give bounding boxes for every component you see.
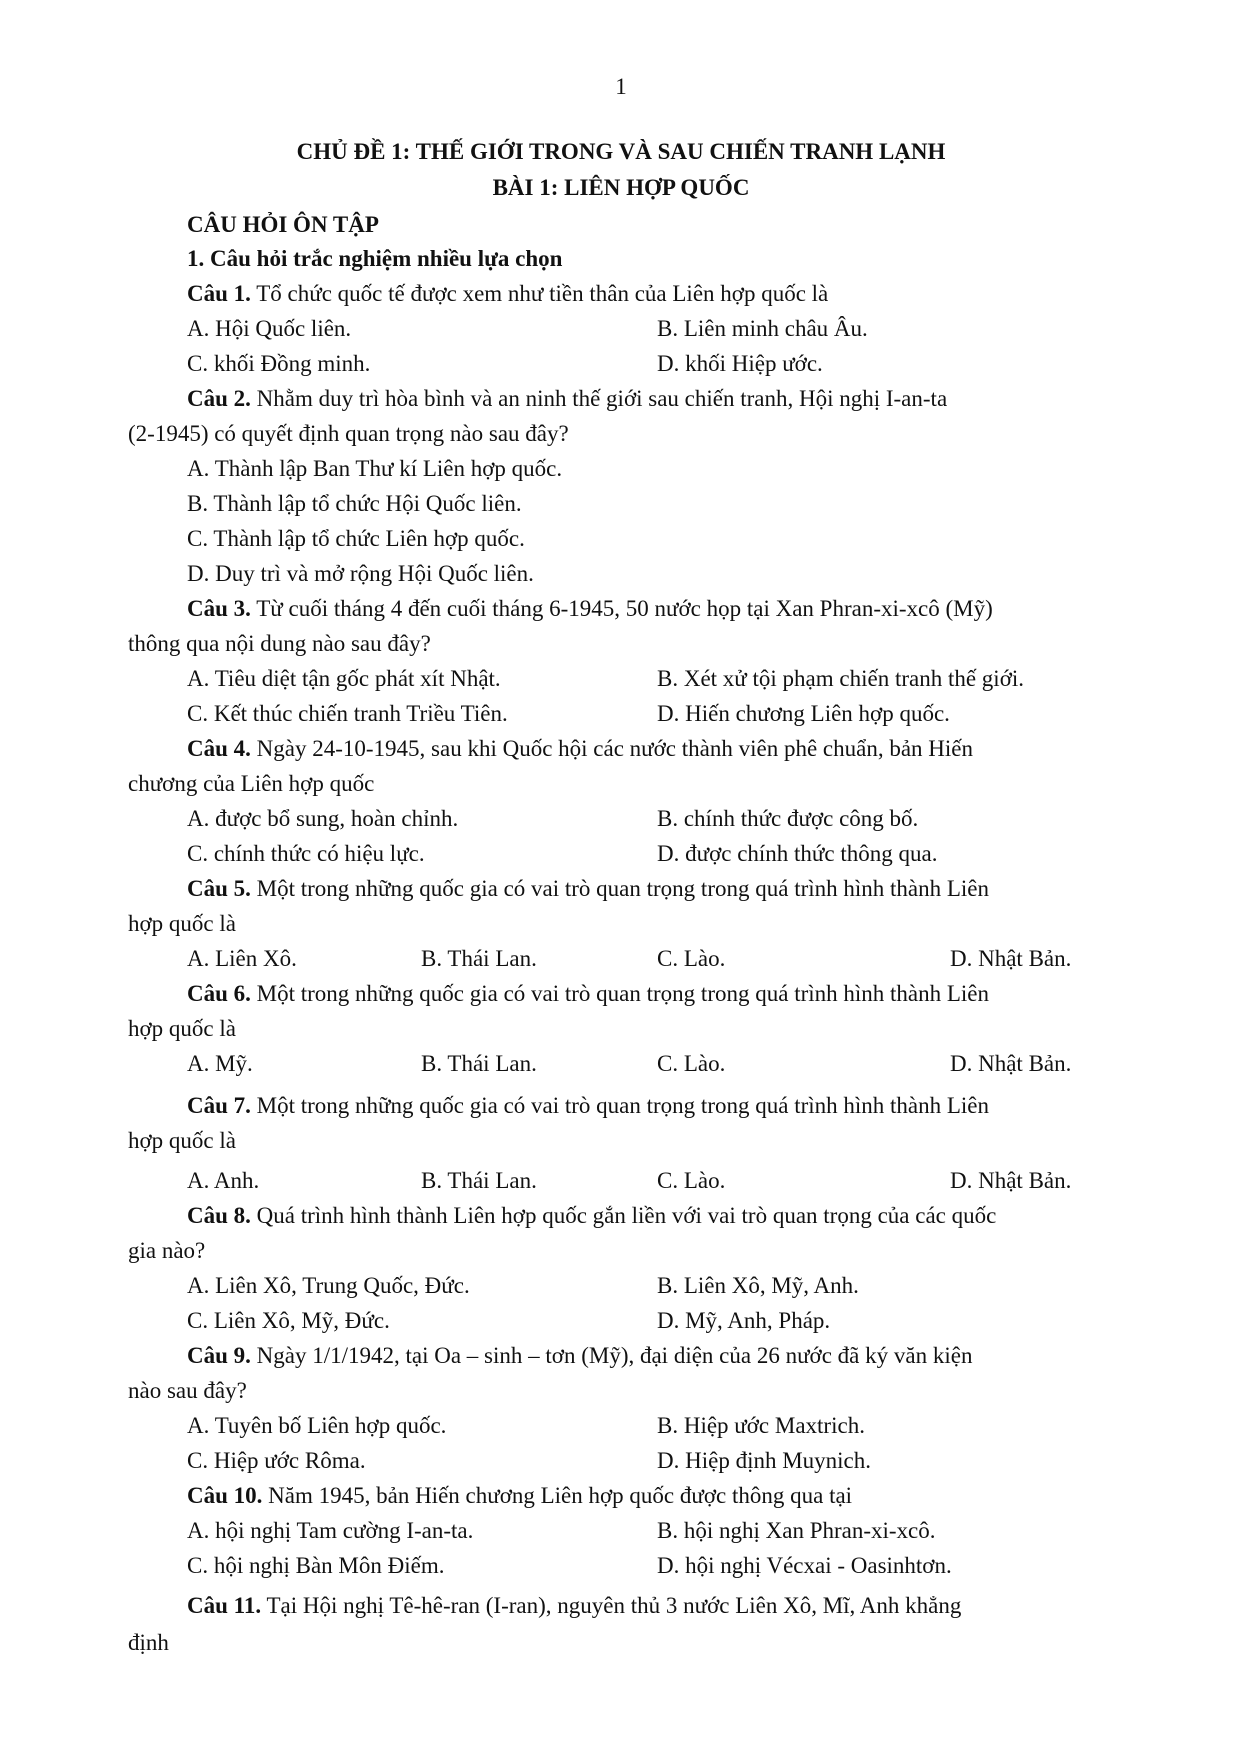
- question-number: Câu 10.: [187, 1483, 263, 1508]
- answer-option-d: D. Nhật Bản.: [950, 1051, 1072, 1076]
- answer-option-a: A. Hội Quốc liên.: [187, 316, 352, 341]
- answer-option-a: A. Liên Xô, Trung Quốc, Đức.: [187, 1273, 470, 1298]
- question-number: Câu 8.: [187, 1203, 251, 1228]
- answer-option-c: C. hội nghị Bàn Môn Điếm.: [187, 1553, 445, 1578]
- question-text-continued: định: [128, 1630, 169, 1655]
- question-text: Một trong những quốc gia có vai trò quan trọng trong quá trình hình thành Liên: [250, 1093, 990, 1118]
- answer-option-a: A. Anh.: [187, 1168, 260, 1193]
- answer-option-a: A. Mỹ.: [187, 1051, 253, 1076]
- question-text-continued: gia nào?: [128, 1238, 206, 1263]
- page-number: 1: [615, 74, 627, 99]
- question-3: [187, 596, 993, 622]
- answer-option-b: B. Thái Lan.: [421, 1051, 537, 1076]
- question-text: Nhằm duy trì hòa bình và an ninh thế giới sau chiến tranh, Hội nghị I-an-ta: [250, 386, 948, 411]
- question-number: Câu 6.: [187, 981, 251, 1006]
- question-text-continued: (2-1945) có quyết định quan trọng nào sau đây?: [128, 421, 569, 446]
- answer-option-c: C. khối Đồng minh.: [187, 351, 371, 376]
- answer-option-b: B. Liên Xô, Mỹ, Anh.: [657, 1273, 859, 1298]
- question-text: Từ cuối tháng 4 đến cuối tháng 6-1945, 50 nước họp tại Xan Phran-xi-xcô (Mỹ): [250, 596, 993, 621]
- answer-option-a: A. Thành lập Ban Thư kí Liên hợp quốc.: [187, 456, 563, 481]
- question-number: Câu 4.: [187, 736, 251, 761]
- question-number: Câu 5.: [187, 876, 251, 901]
- answer-option-b: B. Thành lập tổ chức Hội Quốc liên.: [187, 491, 522, 516]
- question-text-continued: thông qua nội dung nào sau đây?: [128, 631, 431, 656]
- question-number: Câu 1.: [187, 281, 251, 306]
- answer-option-c: C. Lào.: [657, 946, 726, 971]
- question-4: [187, 736, 973, 762]
- answer-option-c: C. Hiệp ước Rôma.: [187, 1448, 366, 1473]
- question-text-continued: chương của Liên hợp quốc: [128, 771, 375, 796]
- question-text-continued: hợp quốc là: [128, 911, 236, 936]
- question-number: Câu 9.: [187, 1343, 251, 1368]
- answer-option-b: B. chính thức được công bố.: [657, 806, 919, 831]
- question-8: [187, 1203, 996, 1229]
- answer-option-c: C. Thành lập tổ chức Liên hợp quốc.: [187, 526, 525, 551]
- question-text-continued: hợp quốc là: [128, 1016, 236, 1041]
- question-6: [187, 981, 989, 1007]
- question-text: Quá trình hình thành Liên hợp quốc gắn liền với vai trò quan trọng của các quốc: [250, 1203, 997, 1228]
- answer-option-b: B. Thái Lan.: [421, 946, 537, 971]
- question-text-continued: hợp quốc là: [128, 1128, 236, 1153]
- question-number: Câu 11.: [187, 1593, 262, 1618]
- question-text: Tổ chức quốc tế được xem như tiền thân của Liên hợp quốc là: [250, 281, 829, 306]
- question-9: [187, 1343, 972, 1369]
- subsection-title: 1. Câu hỏi trắc nghiệm nhiều lựa chọn: [187, 246, 563, 271]
- answer-option-b: B. Thái Lan.: [421, 1168, 537, 1193]
- answer-option-c: C. Kết thúc chiến tranh Triều Tiên.: [187, 701, 508, 726]
- answer-option-a: A. được bổ sung, hoàn chỉnh.: [187, 806, 459, 831]
- answer-option-c: C. Liên Xô, Mỹ, Đức.: [187, 1308, 390, 1333]
- question-5: [187, 876, 989, 902]
- answer-option-d: D. Nhật Bản.: [950, 1168, 1072, 1193]
- question-7: [187, 1093, 989, 1119]
- answer-option-d: D. Duy trì và mở rộng Hội Quốc liên.: [187, 561, 534, 586]
- question-number: Câu 3.: [187, 596, 251, 621]
- question-text: Ngày 1/1/1942, tại Oa – sinh – tơn (Mỹ), đại diện của 26 nước đã ký văn kiện: [250, 1343, 973, 1368]
- answer-option-a: A. Liên Xô.: [187, 946, 297, 971]
- answer-option-a: A. Tuyên bố Liên hợp quốc.: [187, 1413, 447, 1438]
- answer-option-d: D. Hiệp định Muynich.: [657, 1448, 872, 1473]
- answer-option-c: C. Lào.: [657, 1051, 726, 1076]
- answer-option-d: D. Mỹ, Anh, Pháp.: [657, 1308, 831, 1333]
- question-text: Một trong những quốc gia có vai trò quan trọng trong quá trình hình thành Liên: [250, 981, 990, 1006]
- answer-option-d: D. được chính thức thông qua.: [657, 841, 938, 866]
- question-2: [187, 386, 947, 412]
- section-title: CÂU HỎI ÔN TẬP: [187, 212, 379, 237]
- answer-option-b: B. hội nghị Xan Phran-xi-xcô.: [657, 1518, 936, 1543]
- question-text: Một trong những quốc gia có vai trò quan trọng trong quá trình hình thành Liên: [250, 876, 990, 901]
- document-title: CHỦ ĐỀ 1: THẾ GIỚI TRONG VÀ SAU CHIẾN TRANH LẠNH: [296, 139, 946, 164]
- question-text-continued: nào sau đây?: [128, 1378, 247, 1403]
- question-text: Năm 1945, bản Hiến chương Liên hợp quốc được thông qua tại: [262, 1483, 853, 1508]
- answer-option-b: B. Liên minh châu Âu.: [657, 316, 868, 341]
- answer-option-d: D. khối Hiệp ước.: [657, 351, 823, 376]
- question-11: [187, 1593, 961, 1619]
- question-number: Câu 2.: [187, 386, 251, 411]
- answer-option-b: B. Xét xử tội phạm chiến tranh thế giới.: [657, 666, 1025, 691]
- question-10: [187, 1483, 852, 1509]
- answer-option-d: D. Nhật Bản.: [950, 946, 1072, 971]
- answer-option-a: A. hội nghị Tam cường I-an-ta.: [187, 1518, 474, 1543]
- answer-option-b: B. Hiệp ước Maxtrich.: [657, 1413, 865, 1438]
- answer-option-d: D. Hiến chương Liên hợp quốc.: [657, 701, 950, 726]
- answer-option-c: C. chính thức có hiệu lực.: [187, 841, 425, 866]
- lesson-title: BÀI 1: LIÊN HỢP QUỐC: [492, 175, 750, 200]
- answer-option-c: C. Lào.: [657, 1168, 726, 1193]
- question-text: Ngày 24-10-1945, sau khi Quốc hội các nước thành viên phê chuẩn, bản Hiến: [250, 736, 974, 761]
- question-1: [187, 281, 828, 307]
- question-text: Tại Hội nghị Tê-hê-ran (I-ran), nguyên thủ 3 nước Liên Xô, Mĩ, Anh khẳng: [261, 1593, 962, 1618]
- answer-option-a: A. Tiêu diệt tận gốc phát xít Nhật.: [187, 666, 501, 691]
- question-number: Câu 7.: [187, 1093, 251, 1118]
- answer-option-d: D. hội nghị Vécxai - Oasinhtơn.: [657, 1553, 952, 1578]
